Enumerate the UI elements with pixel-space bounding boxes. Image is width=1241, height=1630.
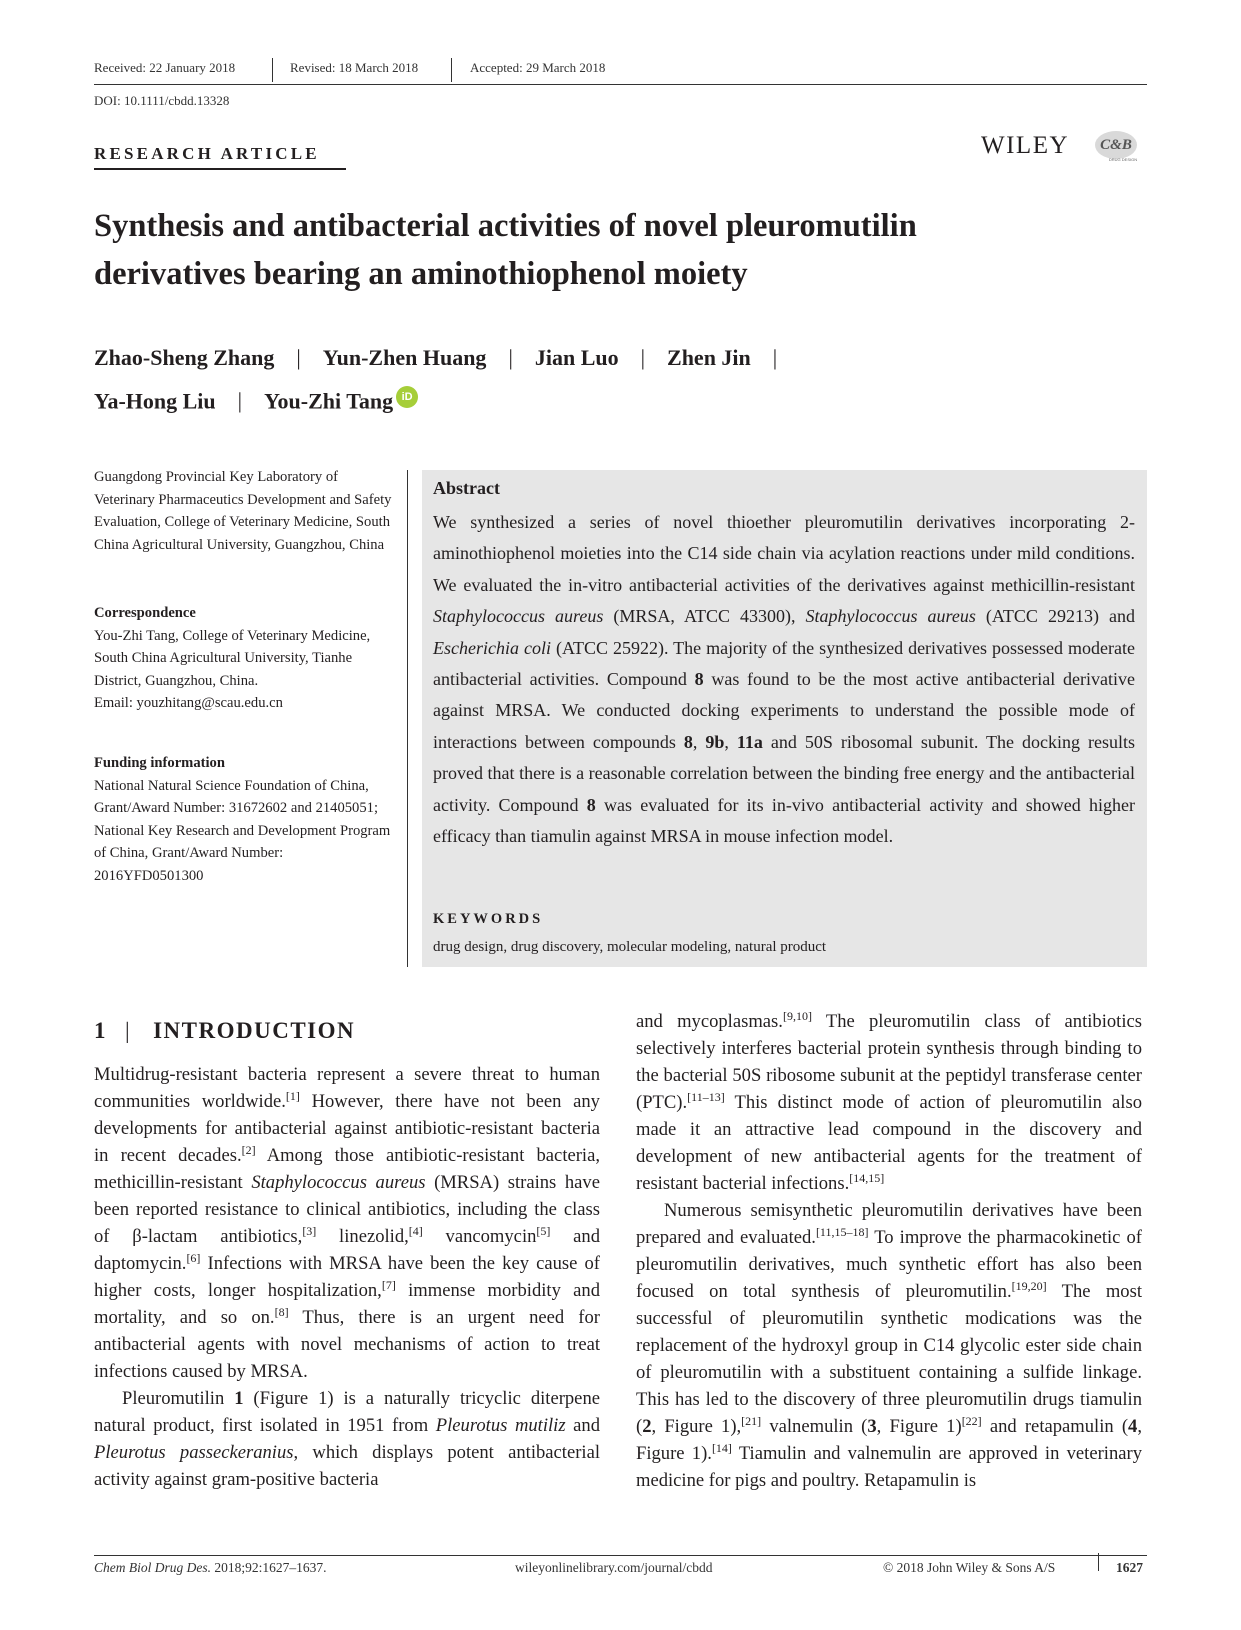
funding (94, 752, 394, 887)
funding-heading: Funding information (94, 755, 225, 771)
intro-paragraph: and mycoplasmas.[9,10] The pleuromutilin class of antibiotics selectively interferes bacterial protein synthesis through binding to the bacterial 50S ribosome subunit at the peptidyl transferase center (PTC).[11–13] This distinct mode of action of pleuromutilin also made it an attractive lead compound in the discovery and development of new antibacterial agents for the treatment of resistant bacterial infections.[14,15] (636, 1008, 1142, 1194)
footer-copyright: © 2018 John Wiley & Sons A/S (883, 1560, 1056, 1575)
correspondence-email[interactable]: Email: youzhitang@scau.edu.cn (94, 695, 283, 711)
author[interactable]: Yun-Zhen Huang (322, 345, 487, 370)
author-line-1: Zhao-Sheng Zhang | Yun-Zhen Huang | Jian Luo | Zhen Jin | (94, 345, 778, 370)
keywords-heading: KEYWORDS (433, 911, 544, 927)
author[interactable]: You-Zhi Tang (264, 388, 394, 414)
revised-date: Revised: 18 March 2018 (290, 60, 419, 75)
abstract-text: We synthesized a series of novel thioether pleuromutilin derivatives incorporating 2-aminothiophenol moieties into the C14 side chain via acylation reactions under mild conditions. We evaluated the in-vitro antibacterial activities of the derivatives against methicillin-resistant Staphylococcus aureus (MRSA, ATCC 43300), Staphylococcus aureus (ATCC 29213) and Escherichia coli (ATCC 25922). The majority of the synthesized derivatives possessed moderate antibacterial activities. Compound 8 was found to be the most active antibacterial derivative against MRSA. We conducted docking experiments to understand the possible mode of interactions between compounds 8, 9b, 11a and 50S ribosomal subunit. The docking results proved that there is a reasonable correlation between the binding free energy and the antibacterial activity. Compound 8 was evaluated for its in-vivo antibacterial activity and showed higher efficacy than tiamulin against MRSA in mouse infection model. (433, 512, 1136, 847)
orcid-icon[interactable]: iD (396, 386, 418, 408)
doi[interactable]: DOI: 10.1111/cbdd.13328 (94, 93, 230, 108)
author-line-2: Ya-Hong Liu | You-Zhi Tang iD (94, 386, 418, 414)
publisher-logo: WILEY (981, 132, 1070, 159)
keywords-text: drug design, drug discovery, molecular modeling, natural product (433, 939, 827, 955)
author[interactable]: Ya-Hong Liu (94, 388, 216, 414)
journal-logo-subtext: DRUG DESIGN (1108, 157, 1138, 162)
article-type: RESEARCH ARTICLE (94, 144, 320, 163)
intro-right-column (636, 1008, 1142, 1494)
footer-url[interactable]: wileyonlinelibrary.com/journal/cbdd (515, 1560, 713, 1575)
author[interactable]: Zhen Jin (667, 345, 751, 370)
accepted-date: Accepted: 29 March 2018 (470, 60, 606, 75)
journal-logo-text: C&B (1100, 137, 1132, 153)
author[interactable]: Jian Luo (534, 345, 619, 370)
abstract-heading: Abstract (433, 478, 500, 498)
intro-paragraph: Pleuromutilin 1 (Figure 1) is a naturally tricyclic diterpene natural product, first isolated in 1951 from Pleurotus mutiliz and Pleurotus passeckeranius, which displays potent antibacterial activity against gram-positive bacteria (94, 1388, 601, 1490)
article-title (94, 202, 1154, 298)
footer-citation: Chem Biol Drug Des. 2018;92:1627–1637. (94, 1560, 327, 1575)
correspondence (94, 602, 394, 715)
correspondence-heading: Correspondence (94, 605, 196, 621)
journal-logo (1093, 128, 1139, 164)
received-date: Received: 22 January 2018 (94, 60, 236, 75)
affiliation: Guangdong Provincial Key Laboratory of Veterinary Pharmaceutics Development and Safety Evaluation, College of Veterinary Medicine, South China Agricultural University, Guangzhou, China (94, 469, 392, 553)
header-rule (94, 84, 1147, 85)
title-line-1: Synthesis and antibacterial activities of novel pleuromutilin (94, 208, 917, 244)
page-number: 1627 (1116, 1560, 1143, 1575)
intro-left-column (94, 1061, 600, 1493)
section-heading: 1 | INTRODUCTION (94, 1018, 356, 1043)
author[interactable]: Zhao-Sheng Zhang (94, 345, 275, 370)
correspondence-text: You-Zhi Tang, College of Veterinary Medicine, South China Agricultural University, Tianhe District, Guangzhou, China. (94, 627, 371, 689)
title-line-2: derivatives bearing an aminothiophenol moiety (94, 256, 748, 292)
intro-paragraph: Multidrug-resistant bacteria represent a severe threat to human communities worldwide.[1] However, there have not been any developments for antibacterial against antibiotic-resistant bacteria in recent decades.[2] Among those antibiotic-resistant bacteria, methicillin-resistant Staphylococcus aureus (MRSA) strains have been reported resistance to clinical antibiotics, including the class of β-lactam antibiotics,[3] linezolid,[4] vancomycin[5] and daptomycin.[6] Infections with MRSA have been the key cause of higher costs, longer hospitalization,[7] immense morbidity and mortality, and so on.[8] Thus, there is an urgent need for antibacterial agents with novel mechanisms of action to treat infections caused by MRSA. (94, 1064, 601, 1382)
funding-text: National Natural Science Foundation of China, Grant/Award Number: 31672602 and 21405051; National Key Research and Development Program of China, Grant/Award Number: 2016YFD0501300 (94, 777, 391, 884)
intro-paragraph: Numerous semisynthetic pleuromutilin derivatives have been prepared and evaluated.[11,15–18] To improve the pharmacokinetic of pleuromutilin derivatives, much synthetic effort has also been focused on total synthesis of pleuromutilin.[19,20] The most successful of pleuromutilin synthetic modications was the replacement of the hydroxyl group in C14 glycolic ester side chain of pleuromutilin with a substituent containing a sulfide linkage. This has led to the discovery of three pleuromutilin drugs tiamulin (2, Figure 1),[21] valnemulin (3, Figure 1)[22] and retapamulin (4, Figure 1).[14] Tiamulin and valnemulin are approved in veterinary medicine for pigs and poultry. Retapamulin is (636, 1200, 1143, 1491)
